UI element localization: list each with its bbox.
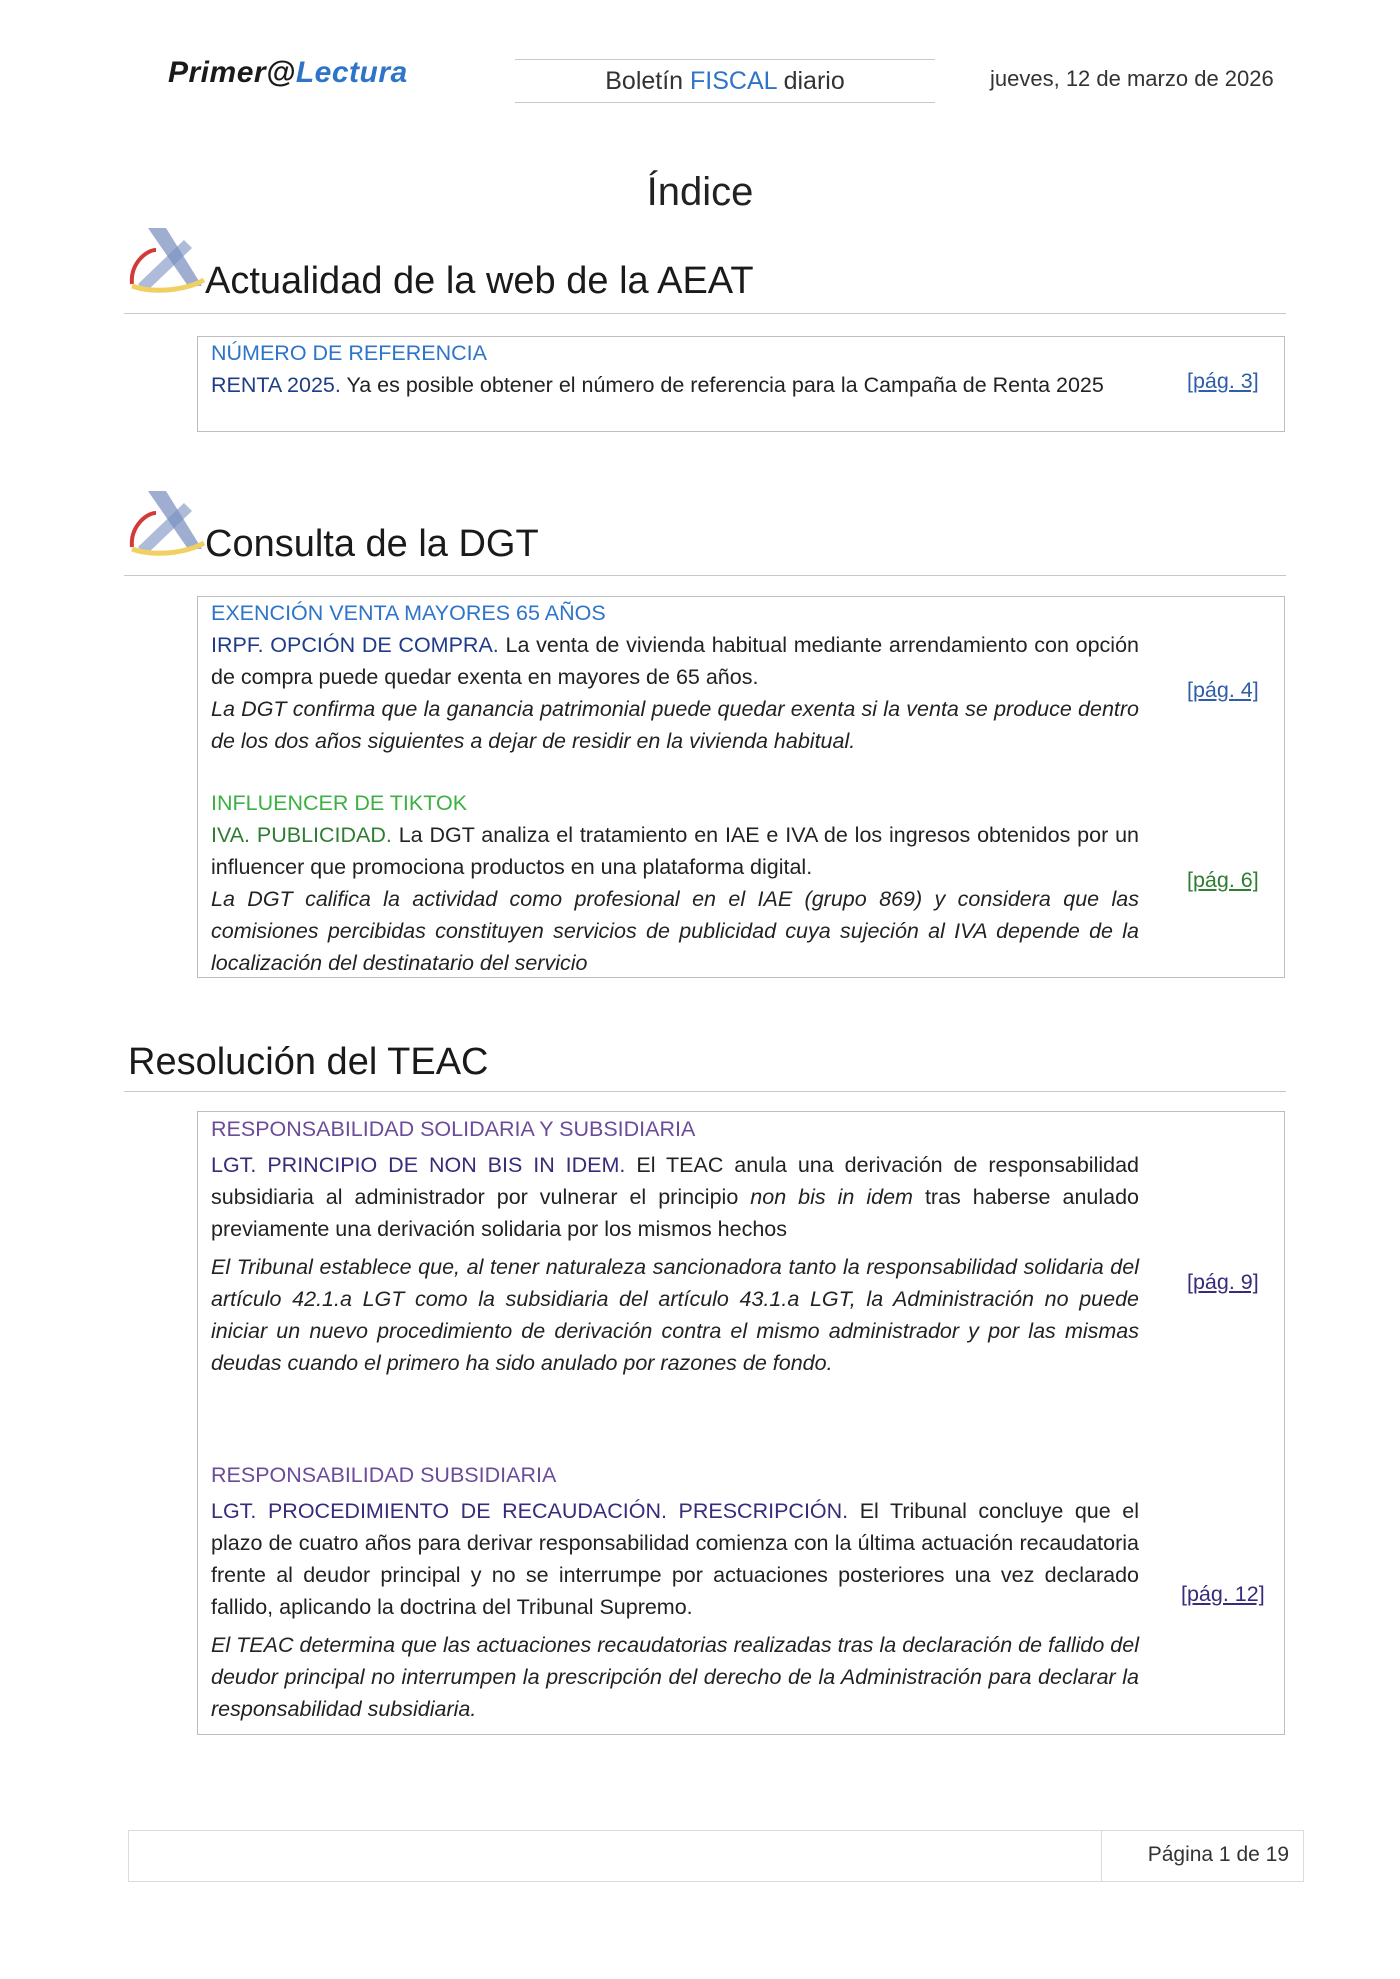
entry-text-italic: non bis in idem — [750, 1185, 913, 1209]
entry-exencion-65 — [211, 597, 1139, 757]
entry-prescripcion — [211, 1459, 1139, 1725]
brand-part2: Lectura — [295, 56, 408, 89]
entry-category: INFLUENCER DE TIKTOK — [211, 791, 468, 815]
entry-text: La venta de vivienda habitual mediante arrendamiento con opción de compra puede quedar exenta en mayores de 65 años. — [211, 633, 1139, 689]
section-title-dgt: Consulta de la DGT — [205, 523, 539, 565]
entry-summary: La DGT confirma que la ganancia patrimonial puede quedar exenta si la venta se produce dentro de los dos años siguientes a dejar de residir en la vivienda habitual. — [211, 697, 1139, 753]
section-divider — [124, 313, 1286, 314]
page-link-6[interactable]: [pág. 6] — [1187, 868, 1259, 892]
entry-lead: LGT. PRINCIPIO DE NON BIS IN IDEM. — [211, 1153, 626, 1177]
aeat-logo-icon — [126, 224, 206, 296]
page-number: Página 1 de 19 — [1147, 1843, 1289, 1866]
entry-lead: RENTA 2025. — [211, 373, 341, 397]
index-title: Índice — [646, 170, 754, 214]
section-divider — [124, 1091, 1286, 1092]
page-link-12[interactable]: [pág. 12] — [1181, 1582, 1265, 1606]
entry-influencer-tiktok — [211, 787, 1139, 979]
entry-lead: LGT. PROCEDIMIENTO DE RECAUDACIÓN. PRESCRIPCIÓN. — [211, 1499, 849, 1523]
entry-category: RESPONSABILIDAD SOLIDARIA Y SUBSIDIARIA — [211, 1117, 696, 1141]
bulletin-title — [515, 59, 935, 103]
bulletin-highlight: FISCAL — [690, 67, 777, 95]
entry-text-b: tras haberse anulado previamente una derivación solidaria por los mismos hechos — [211, 1185, 1140, 1241]
entry-category: RESPONSABILIDAD SUBSIDIARIA — [211, 1463, 557, 1487]
page-link-4[interactable]: [pág. 4] — [1187, 678, 1259, 702]
header-date: jueves, 12 de marzo de 2026 — [990, 66, 1274, 91]
entry-renta-2025 — [211, 337, 1139, 401]
entry-text: El Tribunal concluye que el plazo de cuatro años para derivar responsabilidad comienza con la última actuación recaudatoria frente al deudor principal y no se interrumpe por actuaciones posteriores una vez declarado fallido, aplicando la doctrina del Tribunal Supremo. — [211, 1499, 1139, 1619]
brand-part1: Primer@ — [168, 56, 296, 89]
footer-separator — [1101, 1831, 1102, 1881]
entry-text: Ya es posible obtener el número de referencia para la Campaña de Renta 2025 — [340, 373, 1104, 397]
section-divider — [124, 575, 1286, 576]
entry-non-bis-in-idem — [211, 1113, 1139, 1379]
entry-category: EXENCIÓN VENTA MAYORES 65 AÑOS — [211, 601, 606, 625]
entry-summary: La DGT califica la actividad como profesional en el IAE (grupo 869) y considera que las comisiones percibidas constituyen servicios de publicidad cuya sujeción al IVA depende de la localización del destinatario del servicio — [211, 887, 1139, 975]
aeat-logo-icon — [126, 487, 206, 559]
entry-text-a: El TEAC anula una derivación de responsabilidad subsidiaria al administrador por vulnerar el principio — [211, 1153, 1139, 1209]
bulletin-suffix: diario — [776, 67, 845, 95]
section-title-aeat: Actualidad de la web de la AEAT — [205, 260, 754, 302]
section-title-teac: Resolución del TEAC — [128, 1041, 489, 1083]
page-footer — [128, 1830, 1304, 1882]
entry-category: NÚMERO DE REFERENCIA — [211, 341, 487, 365]
bulletin-prefix: Boletín — [605, 67, 691, 95]
page-link-9[interactable]: [pág. 9] — [1187, 1270, 1259, 1294]
entry-summary: El TEAC determina que las actuaciones recaudatorias realizadas tras la declaración de fallido del deudor principal no interrumpen la prescripción del derecho de la Administración para declarar la responsabilidad subsidiaria. — [211, 1633, 1139, 1721]
entry-lead: IRPF. OPCIÓN DE COMPRA. — [211, 633, 499, 657]
entry-lead: IVA. PUBLICIDAD. — [211, 823, 392, 847]
entry-summary: El Tribunal establece que, al tener naturaleza sancionadora tanto la responsabilidad solidaria del artículo 42.1.a LGT como la subsidiaria del artículo 43.1.a LGT, la Administración no puede iniciar un nuevo procedimiento de derivación contra el mismo administrador y por las mismas deudas cuando el primero ha sido anulado por razones de fondo. — [211, 1255, 1139, 1375]
entry-text: La DGT analiza el tratamiento en IAE e IVA de los ingresos obtenidos por un influencer que promociona productos en una plataforma digital. — [211, 823, 1139, 879]
page-link-3[interactable]: [pág. 3] — [1187, 369, 1259, 393]
brand-logo — [168, 56, 408, 90]
